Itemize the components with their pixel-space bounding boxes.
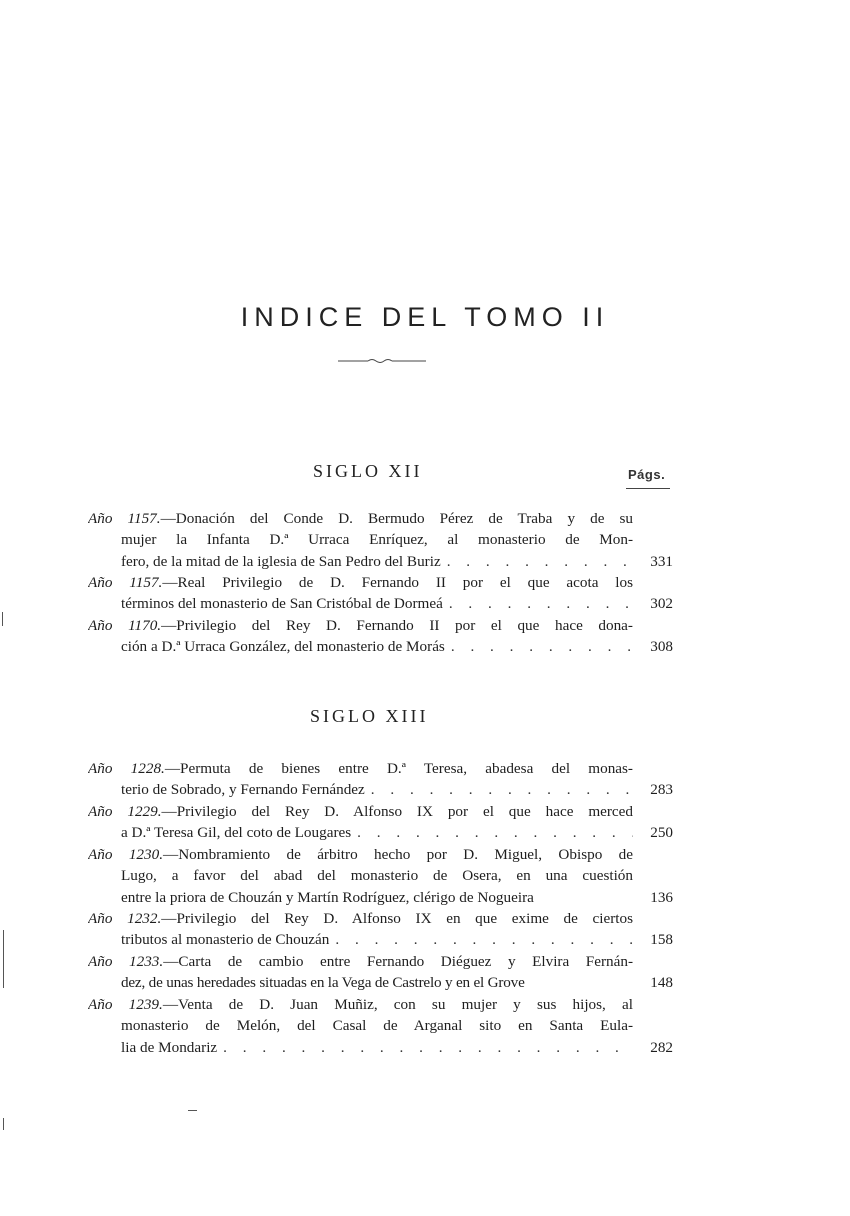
entry-text: —Real Privilegio de D. Fernando II por el que acota los — [162, 574, 633, 591]
entry-line — [88, 572, 633, 593]
entry-line — [88, 551, 673, 572]
entry-line — [88, 508, 633, 529]
title-ornament — [338, 357, 426, 365]
entry-text: fero, de la mitad de la iglesia de San Pedro del Buriz — [121, 552, 441, 570]
index-entry — [88, 994, 673, 1058]
entry-line — [88, 929, 673, 950]
entry-text: —Nombramiento de árbitro hecho por D. Miguel, Obispo de — [163, 846, 633, 863]
entry-text: —Carta de cambio entre Fernando Diéguez y Elvira Fernán- — [163, 953, 633, 970]
entry-text: —Privilegio del Rey D. Alfonso IX por el que hace merced — [161, 803, 633, 820]
index-entry — [88, 615, 673, 658]
entry-line — [88, 636, 673, 657]
entry-line — [88, 972, 673, 993]
entry-text: tributos al monasterio de Chouzán — [121, 931, 330, 949]
dot-leader — [357, 822, 633, 843]
dot-leader — [335, 929, 633, 950]
index-entry — [88, 801, 673, 844]
entry-line — [88, 758, 633, 779]
dot-leader — [449, 593, 633, 614]
page-number: 331 — [650, 552, 673, 570]
entry-text: —Venta de D. Juan Muñiz, con su mujer y sus hijos, al — [162, 996, 633, 1013]
scan-mark — [3, 1118, 4, 1130]
entry-text: entre la priora de Chouzán y Martín Rodríguez, clérigo de Nogueira — [121, 888, 534, 906]
page-number: 302 — [650, 595, 673, 613]
entry-line: Lugo, a favor del abad del monasterio de Osera, en una cuestión — [121, 867, 633, 885]
section-heading-siglo-xii: SIGLO XII — [313, 461, 423, 481]
entry-text: —Privilegio del Rey D. Fernando II por el que hace dona- — [161, 617, 633, 634]
entry-text: —Permuta de bienes entre D.ª Teresa, abadesa del monas- — [164, 760, 633, 777]
scan-mark — [2, 612, 3, 626]
entry-year: Año 1229. — [88, 803, 162, 820]
page-number: 136 — [650, 888, 673, 906]
page-number: 158 — [650, 931, 673, 949]
pages-column-rule — [626, 488, 670, 489]
entry-line — [88, 615, 633, 636]
entry-line — [88, 779, 673, 800]
index-entry — [88, 908, 673, 951]
index-entry — [88, 572, 673, 615]
section-heading-siglo-xiii: SIGLO XIII — [310, 706, 429, 726]
entry-line: monasterio de Melón, del Casal de Arganal sito en Santa Eula- — [121, 1017, 633, 1035]
scan-mark — [3, 930, 4, 988]
entry-year: Año 1228. — [88, 760, 165, 777]
pages-column-label: Págs. — [628, 467, 666, 482]
entry-year: Año 1157. — [88, 510, 161, 527]
entry-text: a D.ª Teresa Gil, del coto de Lougares — [121, 824, 352, 842]
dot-leader — [223, 1037, 633, 1058]
entry-line — [88, 822, 673, 843]
dot-leader — [451, 636, 633, 657]
entry-line — [88, 887, 673, 908]
page-number: 148 — [650, 974, 673, 992]
scan-mark — [188, 1110, 197, 1111]
entry-year: Año 1233. — [88, 953, 164, 970]
entry-year: Año 1239. — [88, 996, 163, 1013]
page-title: INDICE DEL TOMO II — [240, 302, 610, 332]
index-entry — [88, 844, 673, 908]
entry-line — [88, 593, 673, 614]
page-number: 250 — [650, 824, 673, 842]
entry-line — [88, 994, 633, 1015]
entry-text: términos del monasterio de San Cristóbal de Dormeá — [121, 595, 443, 613]
page-number: 308 — [650, 638, 673, 656]
entry-line — [88, 844, 633, 865]
entry-text: lia de Mondariz — [121, 1038, 218, 1056]
entry-text: —Donación del Conde D. Bermudo Pérez de Traba y de su — [160, 510, 633, 527]
entry-text: dez, de unas heredades situadas en la Vega de Castrelo y en el Grove — [121, 974, 525, 992]
entry-line: mujer la Infanta D.ª Urraca Enríquez, al monasterio de Mon- — [121, 531, 633, 549]
page-number: 282 — [650, 1038, 673, 1056]
dot-leader — [447, 551, 633, 572]
entry-text: terio de Sobrado, y Fernando Fernández — [121, 781, 365, 799]
entry-text: —Privilegio del Rey D. Alfonso IX en que exime de ciertos — [161, 910, 633, 927]
entry-year: Año 1232. — [88, 910, 162, 927]
index-entry — [88, 951, 673, 994]
entry-line — [88, 951, 633, 972]
page-number: 283 — [650, 781, 673, 799]
entry-line — [88, 801, 633, 822]
entry-line — [88, 1037, 673, 1058]
entry-year: Año 1157. — [88, 574, 163, 591]
entry-text: ción a D.ª Urraca González, del monasterio de Morás — [121, 638, 445, 656]
entry-line — [88, 908, 633, 929]
dot-leader — [371, 779, 633, 800]
entry-year: Año 1170. — [88, 617, 162, 634]
index-entry — [88, 758, 673, 801]
entry-year: Año 1230. — [88, 846, 163, 863]
index-entry — [88, 508, 673, 572]
